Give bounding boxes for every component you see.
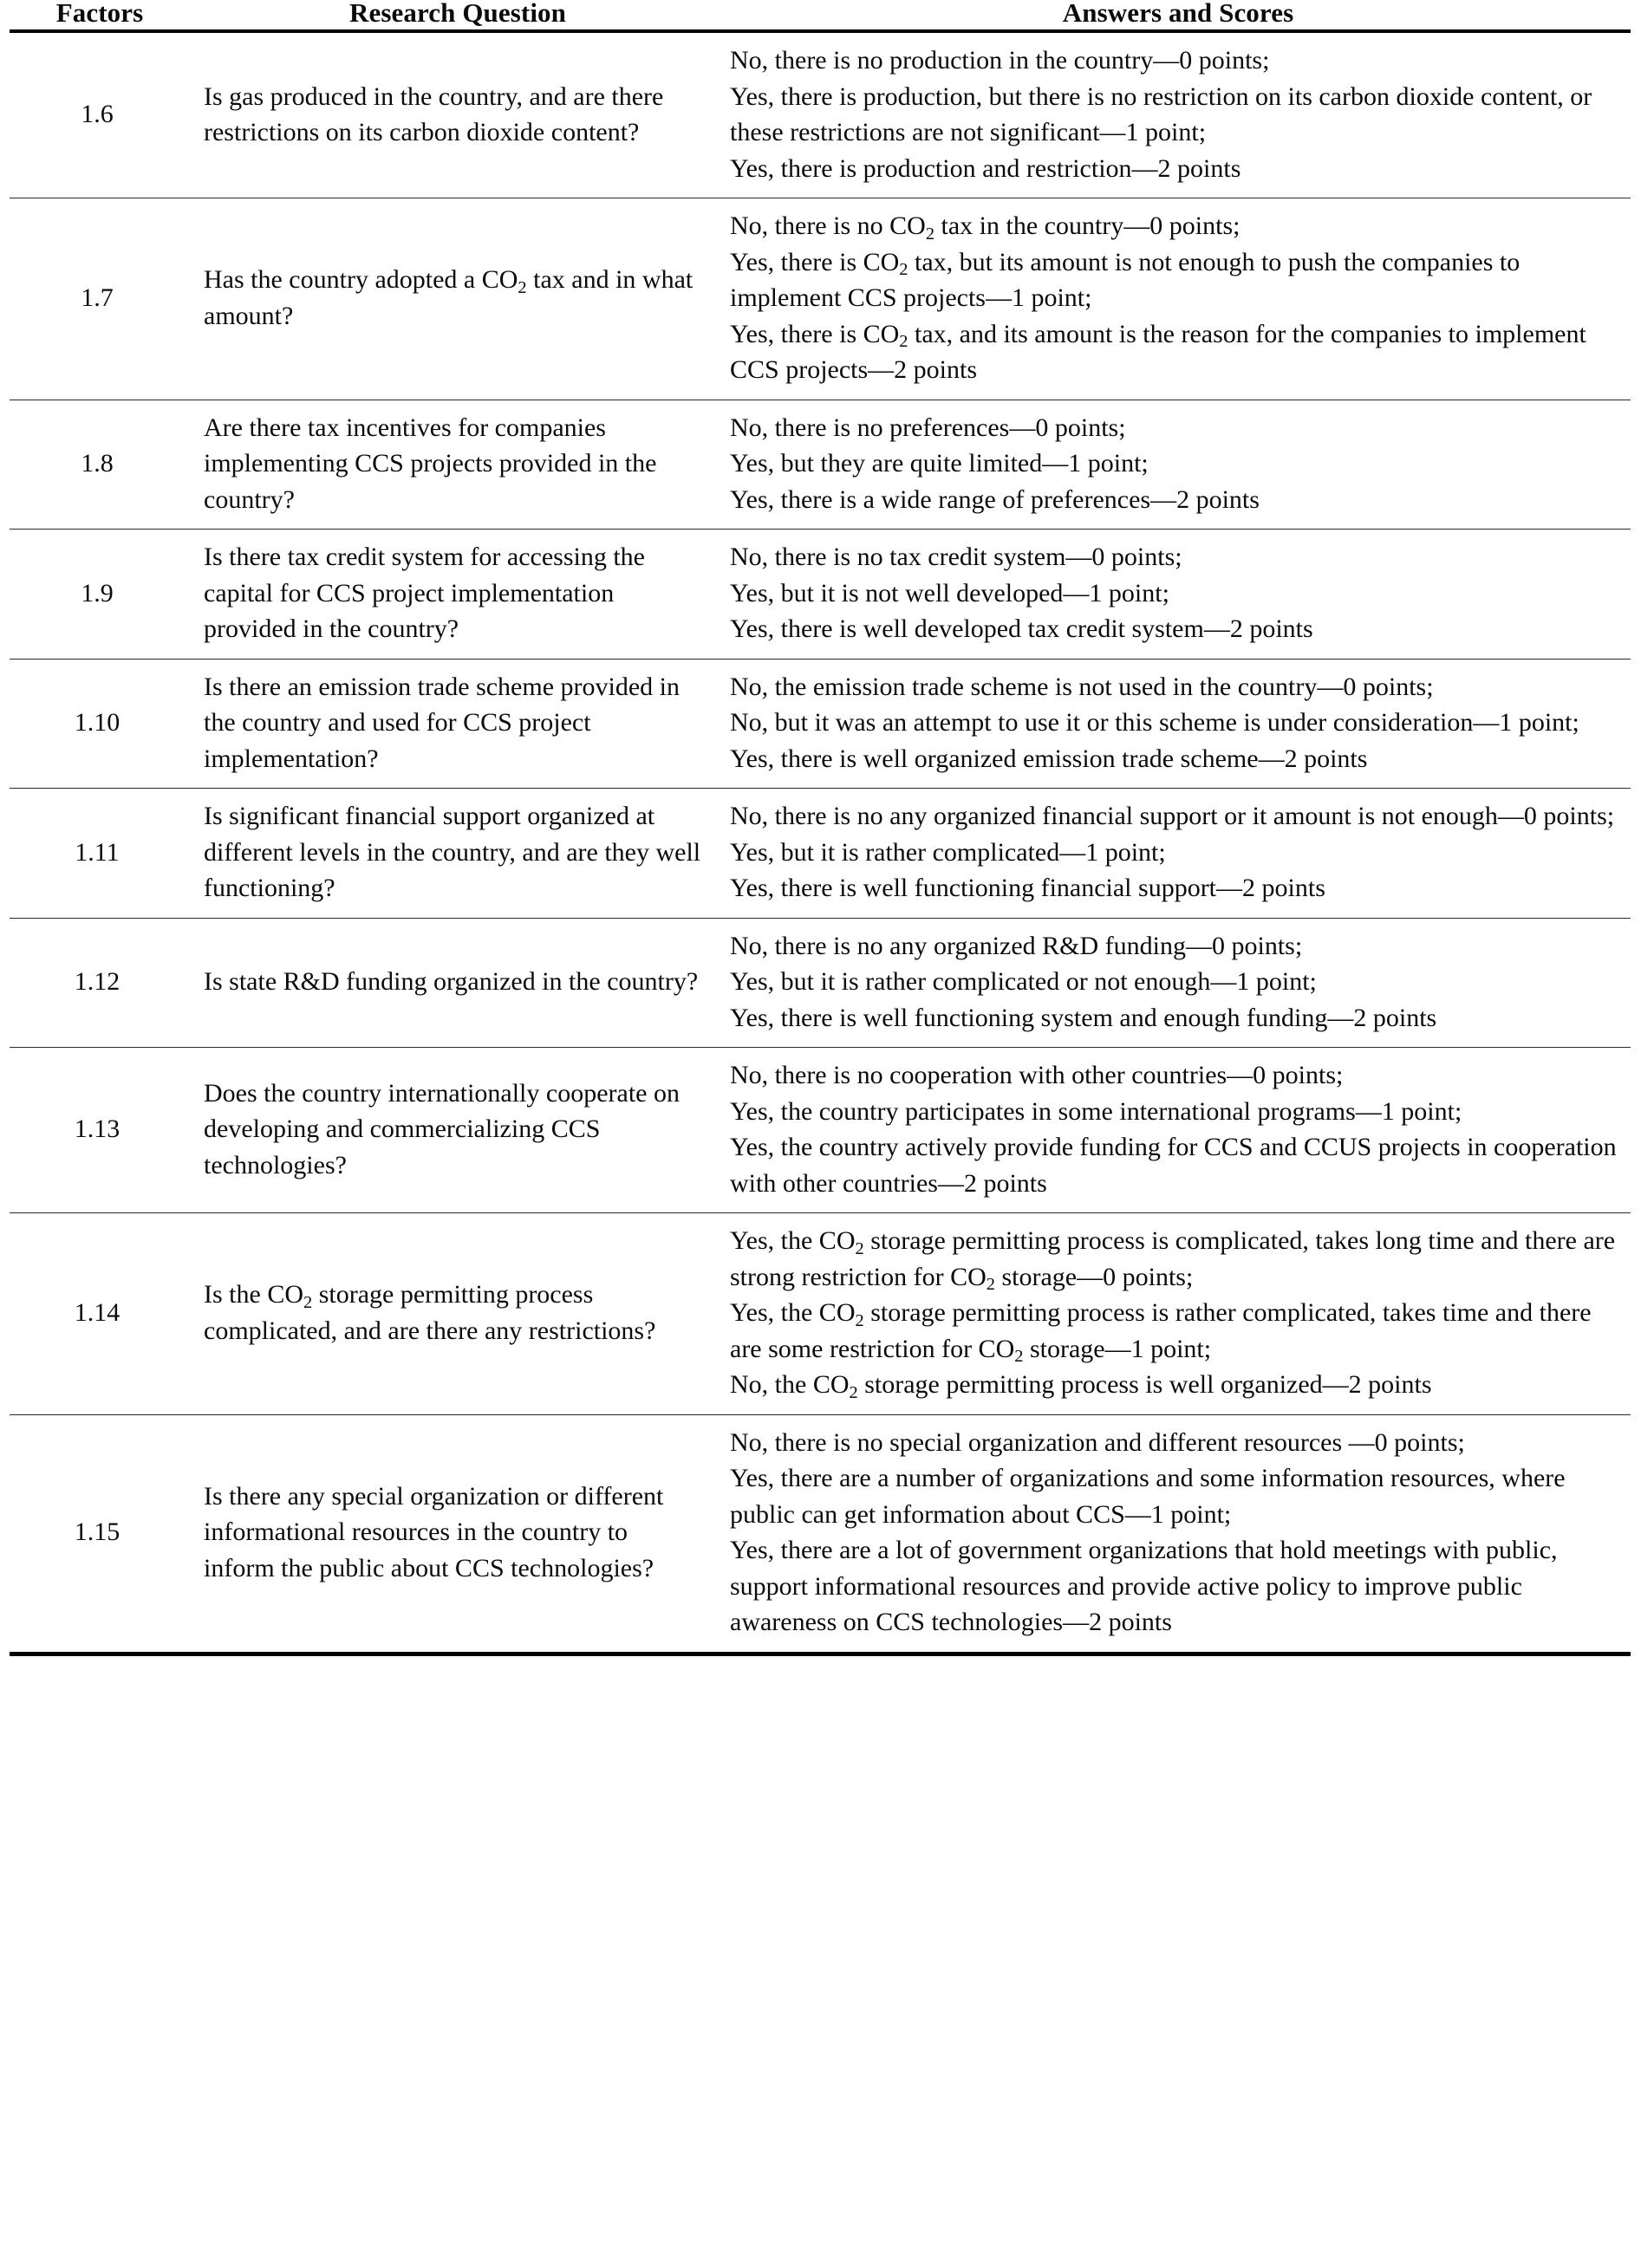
answer-option: Yes, there are a lot of government organizations that hold meetings with public, support informational resources and provide active policy to improve public awareness on CCS technologies—2 points (730, 1536, 1558, 1636)
table-row (10, 400, 1631, 530)
table-row (10, 198, 1631, 400)
question-line: Is the $CO_2$ storage permitting process complicated, and are there any restrictions? (204, 1280, 656, 1345)
table-row (10, 1414, 1631, 1654)
answer-option: Yes, but it is not well developed—1 point; (730, 578, 1169, 608)
question-line: Is significant financial support organized at different levels in the country, and are they well functioning? (204, 802, 701, 902)
answer-option: No, there is no tax credit system—0 points; (730, 543, 1182, 571)
answer-option: No, there is no $CO_2$ tax in the country—0 points; (730, 211, 1241, 244)
answers-and-scores-cell (726, 31, 1631, 198)
answer-option: No, there is no production in the country—0 points; (730, 46, 1270, 75)
answers-and-scores-cell (726, 1048, 1631, 1213)
answer-option: Yes, there is production and restriction—2 points (730, 153, 1241, 183)
answers-and-scores-cell (726, 789, 1631, 919)
table-body (10, 31, 1631, 1654)
table-row (10, 659, 1631, 789)
answer-option: No, there is no preferences—0 points; (730, 413, 1126, 442)
answers-and-scores-cell (726, 1414, 1631, 1654)
answer-option: No, there is no cooperation with other countries—0 points; (730, 1061, 1344, 1089)
assessment-criteria-table (10, 0, 1631, 1656)
research-question-text (190, 1048, 726, 1213)
factor-number: 1.10 (10, 659, 190, 789)
answer-option: No, there is no any organized R&D funding—0 points; (730, 931, 1303, 960)
table-row (10, 530, 1631, 660)
question-line: Is there any special organization or different informational resources in the country to inform the public about CCS technologies? (204, 1481, 664, 1582)
table-row (10, 1048, 1631, 1213)
answers-and-scores-cell (726, 198, 1631, 400)
answers-and-scores-cell (726, 530, 1631, 660)
question-line: Has the country adopted a $CO_2$ tax and in what amount? (204, 265, 694, 330)
factor-number: 1.12 (10, 918, 190, 1048)
factor-number: 1.14 (10, 1213, 190, 1415)
answer-option: Yes, there is well organized emission trade scheme—2 points (730, 744, 1368, 773)
answers-and-scores-cell (726, 659, 1631, 789)
answer-option: No, there is no special organization and different resources —0 points; (730, 1427, 1465, 1457)
answer-option: No, the emission trade scheme is not used in the country—0 points; (730, 672, 1434, 701)
research-question-text (190, 659, 726, 789)
factor-number: 1.11 (10, 789, 190, 919)
answer-option: Yes, the $CO_2$ storage permitting process is complicated, takes long time and there are strong restriction for $CO_2$ storage—0 points; (730, 1226, 1616, 1294)
factor-number: 1.8 (10, 400, 190, 530)
question-line: Is state R&D funding organized in the country? (204, 967, 699, 996)
research-question-text (190, 31, 726, 198)
question-line: Are there tax incentives for companies implementing CCS projects provided in the country? (204, 413, 657, 514)
research-question-text (190, 530, 726, 660)
research-question-text (190, 198, 726, 400)
table-row (10, 31, 1631, 198)
research-question-text (190, 918, 726, 1048)
answer-option: Yes, there is $CO_2$ tax, and its amount is the reason for the companies to implement CCS projects—2 points (730, 319, 1586, 384)
answer-option: Yes, there is well functioning system and enough funding—2 points (730, 1003, 1437, 1032)
research-question-text (190, 1213, 726, 1415)
question-line: Does the country internationally cooperate on developing and commercializing CCS technologies? (204, 1078, 680, 1179)
research-question-text (190, 789, 726, 919)
answer-option: No, the $CO_2$ storage permitting process is well organized—2 points (730, 1370, 1432, 1402)
answers-and-scores-cell (726, 1213, 1631, 1415)
answer-option: Yes, there is well developed tax credit system—2 points (730, 614, 1313, 643)
answers-and-scores-cell (726, 400, 1631, 530)
factor-number: 1.15 (10, 1414, 190, 1654)
factor-number: 1.7 (10, 198, 190, 400)
question-line: Is gas produced in the country, and are there restrictions on its carbon dioxide content? (204, 81, 664, 146)
answer-option: Yes, there is well functioning financial support—2 points (730, 874, 1325, 902)
question-line: Is there tax credit system for accessing the capital for CCS project implementation provided in the country? (204, 543, 645, 643)
answer-option: Yes, the $CO_2$ storage permitting process is rather complicated, takes time and there are some restriction for $CO_2$ storage—1 point; (730, 1298, 1592, 1366)
answer-option: Yes, there are a number of organizations and some information resources, where public can get information about CCS—1 point; (730, 1464, 1566, 1529)
answer-option: Yes, there is $CO_2$ tax, but its amount is not enough to push the companies to implement CCS projects—1 point; (730, 247, 1521, 312)
answer-option: Yes, there is a wide range of preferences—2 points (730, 484, 1260, 514)
answer-option: Yes, there is production, but there is no restriction on its carbon dioxide content, or these restrictions are not significant—1 point; (730, 81, 1592, 146)
answer-option: Yes, but it is rather complicated—1 point; (730, 837, 1166, 867)
factor-number: 1.9 (10, 530, 190, 660)
answer-option: Yes, but it is rather complicated or not enough—1 point; (730, 967, 1317, 996)
table-row (10, 1213, 1631, 1415)
answer-option: Yes, the country actively provide funding for CCS and CCUS projects in cooperation with other countries—2 points (730, 1133, 1617, 1198)
factor-number: 1.13 (10, 1048, 190, 1213)
column-header-factors: Factors (10, 0, 190, 31)
table-row (10, 789, 1631, 919)
answer-option: No, there is no any organized financial support or it amount is not enough—0 points; (730, 802, 1615, 830)
table-header (10, 0, 1631, 31)
column-header-answers-and-scores: Answers and Scores (726, 0, 1631, 31)
table-header-row (10, 0, 1631, 31)
answers-and-scores-cell (726, 918, 1631, 1048)
column-header-research-question: Research Question (190, 0, 726, 31)
factor-number: 1.6 (10, 31, 190, 198)
answer-option: Yes, but they are quite limited—1 point; (730, 449, 1149, 478)
research-question-text (190, 1414, 726, 1654)
table-row (10, 918, 1631, 1048)
answer-option: Yes, the country participates in some international programs—1 point; (730, 1096, 1462, 1126)
question-line: Is there an emission trade scheme provided in the country and used for CCS project implementation? (204, 672, 680, 773)
research-question-text (190, 400, 726, 530)
answer-option: No, but it was an attempt to use it or this scheme is under consideration—1 point; (730, 708, 1579, 737)
